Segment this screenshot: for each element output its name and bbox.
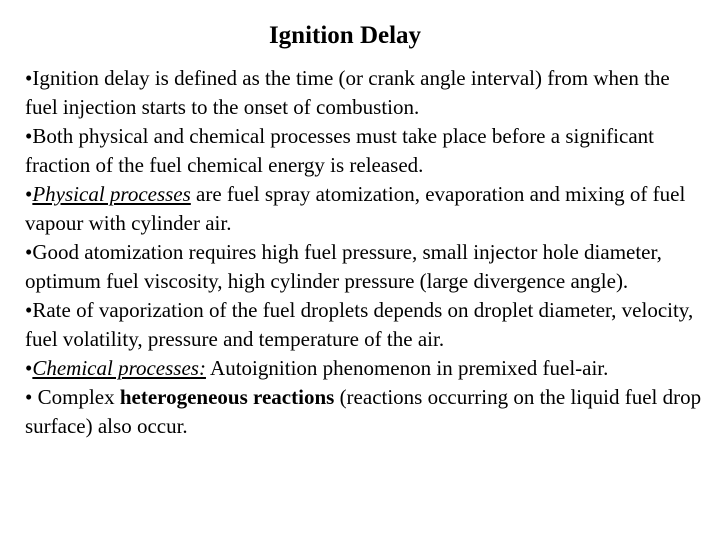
bullet-marker: •	[25, 298, 33, 322]
bullet-text: Both physical and chemical processes must take place before a significant fraction of the fuel chemical energy is released.	[25, 124, 654, 177]
bullet-good-atomization	[25, 238, 705, 296]
bullet-marker: •	[25, 240, 33, 264]
bullet-ignition-delay-definition	[25, 64, 705, 122]
bullet-text: Ignition delay is defined as the time (or crank angle interval) from when the fuel injection starts to the onset of combustion.	[25, 66, 670, 119]
bullet-text: are fuel spray atomization, evaporation and mixing of fuel vapour with cylinder air.	[25, 182, 686, 235]
bullet-marker: •	[25, 66, 33, 90]
bullet-chemical-processes	[25, 354, 705, 383]
bullet-physical-chemical	[25, 122, 705, 180]
bullet-emphasis: Chemical processes:	[32, 356, 206, 380]
bullet-physical-processes	[25, 180, 705, 238]
bullet-marker: •	[25, 356, 33, 380]
bullet-marker: •	[25, 385, 38, 409]
bullet-emphasis: Physical processes	[32, 182, 191, 206]
slide-title: Ignition Delay	[268, 22, 422, 49]
bullet-text: Good atomization requires high fuel pressure, small injector hole diameter, optimum fuel viscosity, high cylinder pressure (large divergence angle).	[25, 240, 662, 293]
bullet-heterogeneous-reactions	[25, 383, 705, 441]
bullet-pre-text: Complex	[37, 385, 120, 409]
bullet-strong: heterogeneous reactions	[119, 385, 335, 409]
bullet-text: Rate of vaporization of the fuel droplets depends on droplet diameter, velocity, fuel volatility, pressure and temperature of the air.	[25, 298, 694, 351]
bullet-text: (reactions occurring on the liquid fuel drop surface) also occur.	[25, 385, 702, 438]
bullet-marker: •	[25, 182, 33, 206]
bullet-marker: •	[25, 124, 33, 148]
bullet-rate-of-vaporization	[25, 296, 705, 354]
bullet-text: Autoignition phenomenon in premixed fuel-air.	[205, 356, 609, 380]
slide-body	[25, 64, 705, 441]
